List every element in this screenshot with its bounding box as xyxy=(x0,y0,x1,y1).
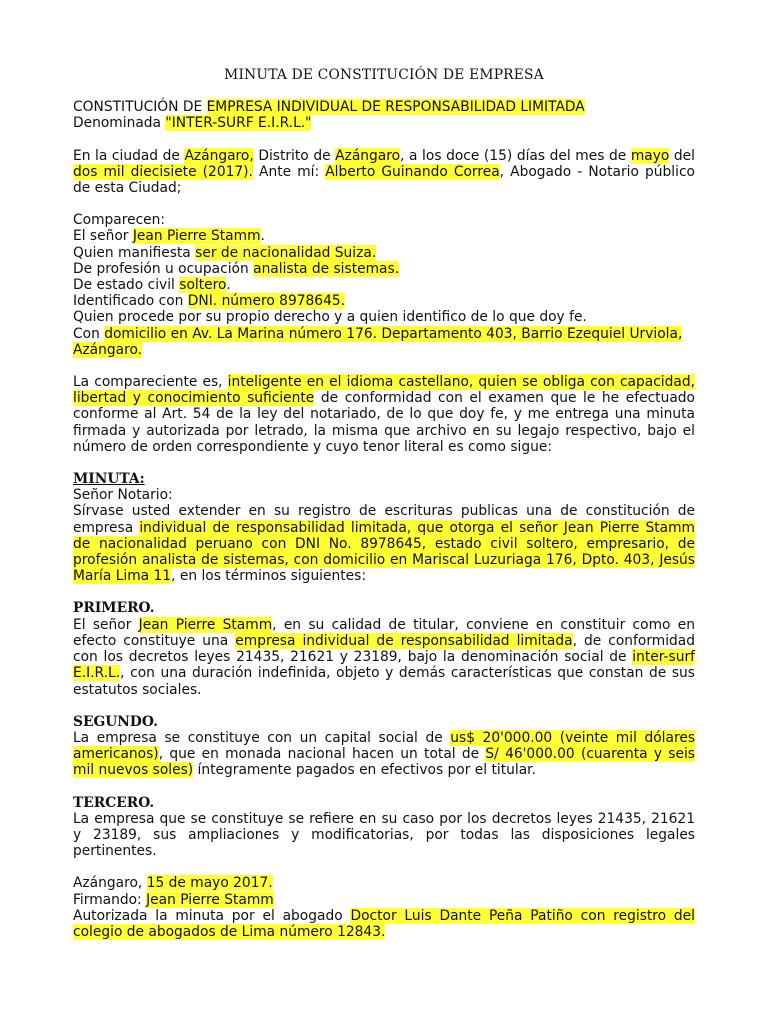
capital-pen-highlight: S/ 46'000.00 (cuarenta y seis mil nuevos soles) xyxy=(73,746,695,779)
company-type-highlight: EMPRESA INDIVIDUAL DE RESPONSABILIDAD LIMITADA xyxy=(206,99,585,116)
grantor-details-highlight: individual de responsabilidad limitada, que otorga el señor Jean Pierre Stamm de nacionalidad peruano con DNI No. 8978645, estado civil soltero, empresario, de profesión analista de sistemas, con domicilio en Mariscal Luzuriaga 176, Dpto. 403, Jesús María Lima 11 xyxy=(73,519,695,585)
intro-line-1 xyxy=(73,99,695,115)
titular-name-highlight: Jean Pierre Stamm xyxy=(138,616,273,633)
text: De profesión u ocupación xyxy=(73,260,254,277)
segundo-section xyxy=(73,714,695,779)
lawyer-highlight: Doctor Luis Dante Peña Patiño con registro del colegio de abogados de Lima número 12843. xyxy=(73,907,695,940)
text: , de conformidad con los decretos leyes 21435, 21621 y 23189, bajo la denominación social de xyxy=(73,632,695,666)
minuta-greeting: Señor Notario: xyxy=(73,487,173,504)
text: Sírvase usted extender en su registro de escrituras publicas una de constitución de empresa xyxy=(73,503,695,536)
civil-status-highlight: soltero xyxy=(179,277,227,294)
text: Quien manifiesta xyxy=(73,244,196,261)
notary-name-highlight: Alberto Guinando Correa xyxy=(325,163,500,180)
nationality-highlight: ser de nacionalidad Suiza. xyxy=(195,244,377,261)
place-paragraph xyxy=(73,148,695,197)
signer-name-highlight: Jean Pierre Stamm xyxy=(146,891,274,908)
primero-body xyxy=(73,617,695,698)
address-highlight: domicilio en Av. La Marina número 176. Departamento 403, Barrio Ezequiel Urviola, Azángaro. xyxy=(73,325,683,358)
text: de conformidad con el examen que le he efectuado conforme al Art. 54 de la ley del notariado, de lo que doy fe, y me entrega una minuta firmada y autorizada por letrado, la misma que archivo en su legajo respectivo, bajo el número de orden correspondiente y cuyo tenor literal es como sigue: xyxy=(73,390,695,455)
intro-text: Denominada xyxy=(73,115,166,132)
comparecen-line xyxy=(73,245,695,261)
text: íntegramente pagados en efectivos por el titular. xyxy=(193,762,536,779)
intro-text: CONSTITUCIÓN DE xyxy=(73,99,207,116)
year-highlight: dos mil diecisiete (2017). xyxy=(73,163,253,180)
comparecen-line xyxy=(73,326,695,358)
text: Con xyxy=(73,325,105,342)
text: , a los doce (15) días del mes de xyxy=(400,147,631,164)
text: , en los términos siguientes: xyxy=(171,568,366,585)
text: Azángaro, xyxy=(73,875,147,892)
text: . xyxy=(260,228,265,245)
comparecen-label: Comparecen: xyxy=(73,212,166,229)
segundo-body xyxy=(73,730,695,779)
text: El señor xyxy=(73,228,133,245)
city-highlight: Azángaro, xyxy=(184,147,254,164)
comparecen-line xyxy=(73,293,695,309)
intro-block xyxy=(73,99,695,131)
comparecen-block xyxy=(73,212,695,358)
tercero-section xyxy=(73,795,695,860)
capacity-highlight: inteligente en el idioma castellano, quien se obliga con capacidad, libertad y conocimiento suficiente xyxy=(73,374,695,407)
tercero-body: La empresa que se constituye se refiere en su caso por los decretos leyes 21435, 21621 y 23189, sus ampliaciones y modificatorias, por todas las disposiciones legales pertinentes. xyxy=(73,810,695,860)
primero-section xyxy=(73,600,695,697)
date-highlight: 15 de mayo 2017. xyxy=(146,875,273,892)
text: La compareciente es, xyxy=(73,374,228,391)
minuta-body xyxy=(73,503,695,584)
person-name-highlight: Jean Pierre Stamm xyxy=(132,228,261,245)
segundo-heading: SEGUNDO. xyxy=(73,713,158,730)
company-name-highlight: inter-surf E.I.R.L. xyxy=(73,649,695,682)
text: Autorizada la minuta por el abogado xyxy=(73,907,351,924)
text: Firmando: xyxy=(73,891,147,908)
closing-block xyxy=(73,875,695,940)
compareciente-paragraph xyxy=(73,374,695,455)
text: Identificado con xyxy=(73,293,188,310)
intro-line-2 xyxy=(73,115,695,131)
text: , que en monada nacional hacen un total de xyxy=(158,746,486,763)
text: Distrito de xyxy=(253,147,336,164)
text: Ante mí: xyxy=(252,163,326,180)
text: . xyxy=(226,277,231,294)
text: La empresa se constituye con un capital social de xyxy=(73,729,451,746)
text: del xyxy=(669,147,696,164)
text: En la ciudad de xyxy=(73,147,185,164)
text: , en su calidad de titular, conviene en constituir como en efecto constituye una xyxy=(73,616,695,649)
text: De estado civil xyxy=(73,277,180,294)
closing-signature-line xyxy=(73,892,695,908)
text: , Abogado - Notario público de esta Ciudad; xyxy=(73,163,695,197)
dni-highlight: DNI. número 8978645. xyxy=(187,293,346,310)
company-type-highlight: empresa individual de responsabilidad limitada xyxy=(235,632,573,649)
month-highlight: mayo xyxy=(630,147,670,164)
text: El señor xyxy=(73,616,139,633)
profession-highlight: analista de sistemas. xyxy=(253,260,400,277)
company-name-highlight: "INTER-SURF E.I.R.L." xyxy=(165,115,312,132)
comparecen-line xyxy=(73,228,695,244)
tercero-heading: TERCERO. xyxy=(73,794,155,811)
comparecen-line xyxy=(73,277,695,293)
closing-authorization-line xyxy=(73,908,695,940)
minuta-section xyxy=(73,471,695,584)
closing-date-line xyxy=(73,875,695,891)
comparecen-line: Quien procede por su propio derecho y a quien identifico de lo que doy fe. xyxy=(73,309,587,326)
primero-heading: PRIMERO. xyxy=(73,600,155,617)
comparecen-line xyxy=(73,261,695,277)
district-highlight: Azángaro xyxy=(335,147,401,164)
text: , con una duración indefinida, objeto y demás características que constan de sus estatutos sociales. xyxy=(73,665,695,698)
document-title: MINUTA DE CONSTITUCIÓN DE EMPRESA xyxy=(224,67,544,83)
minuta-heading: MINUTA: xyxy=(73,471,145,488)
capital-usd-highlight: us$ 20'000.00 (veinte mil dólares americanos) xyxy=(73,729,696,763)
